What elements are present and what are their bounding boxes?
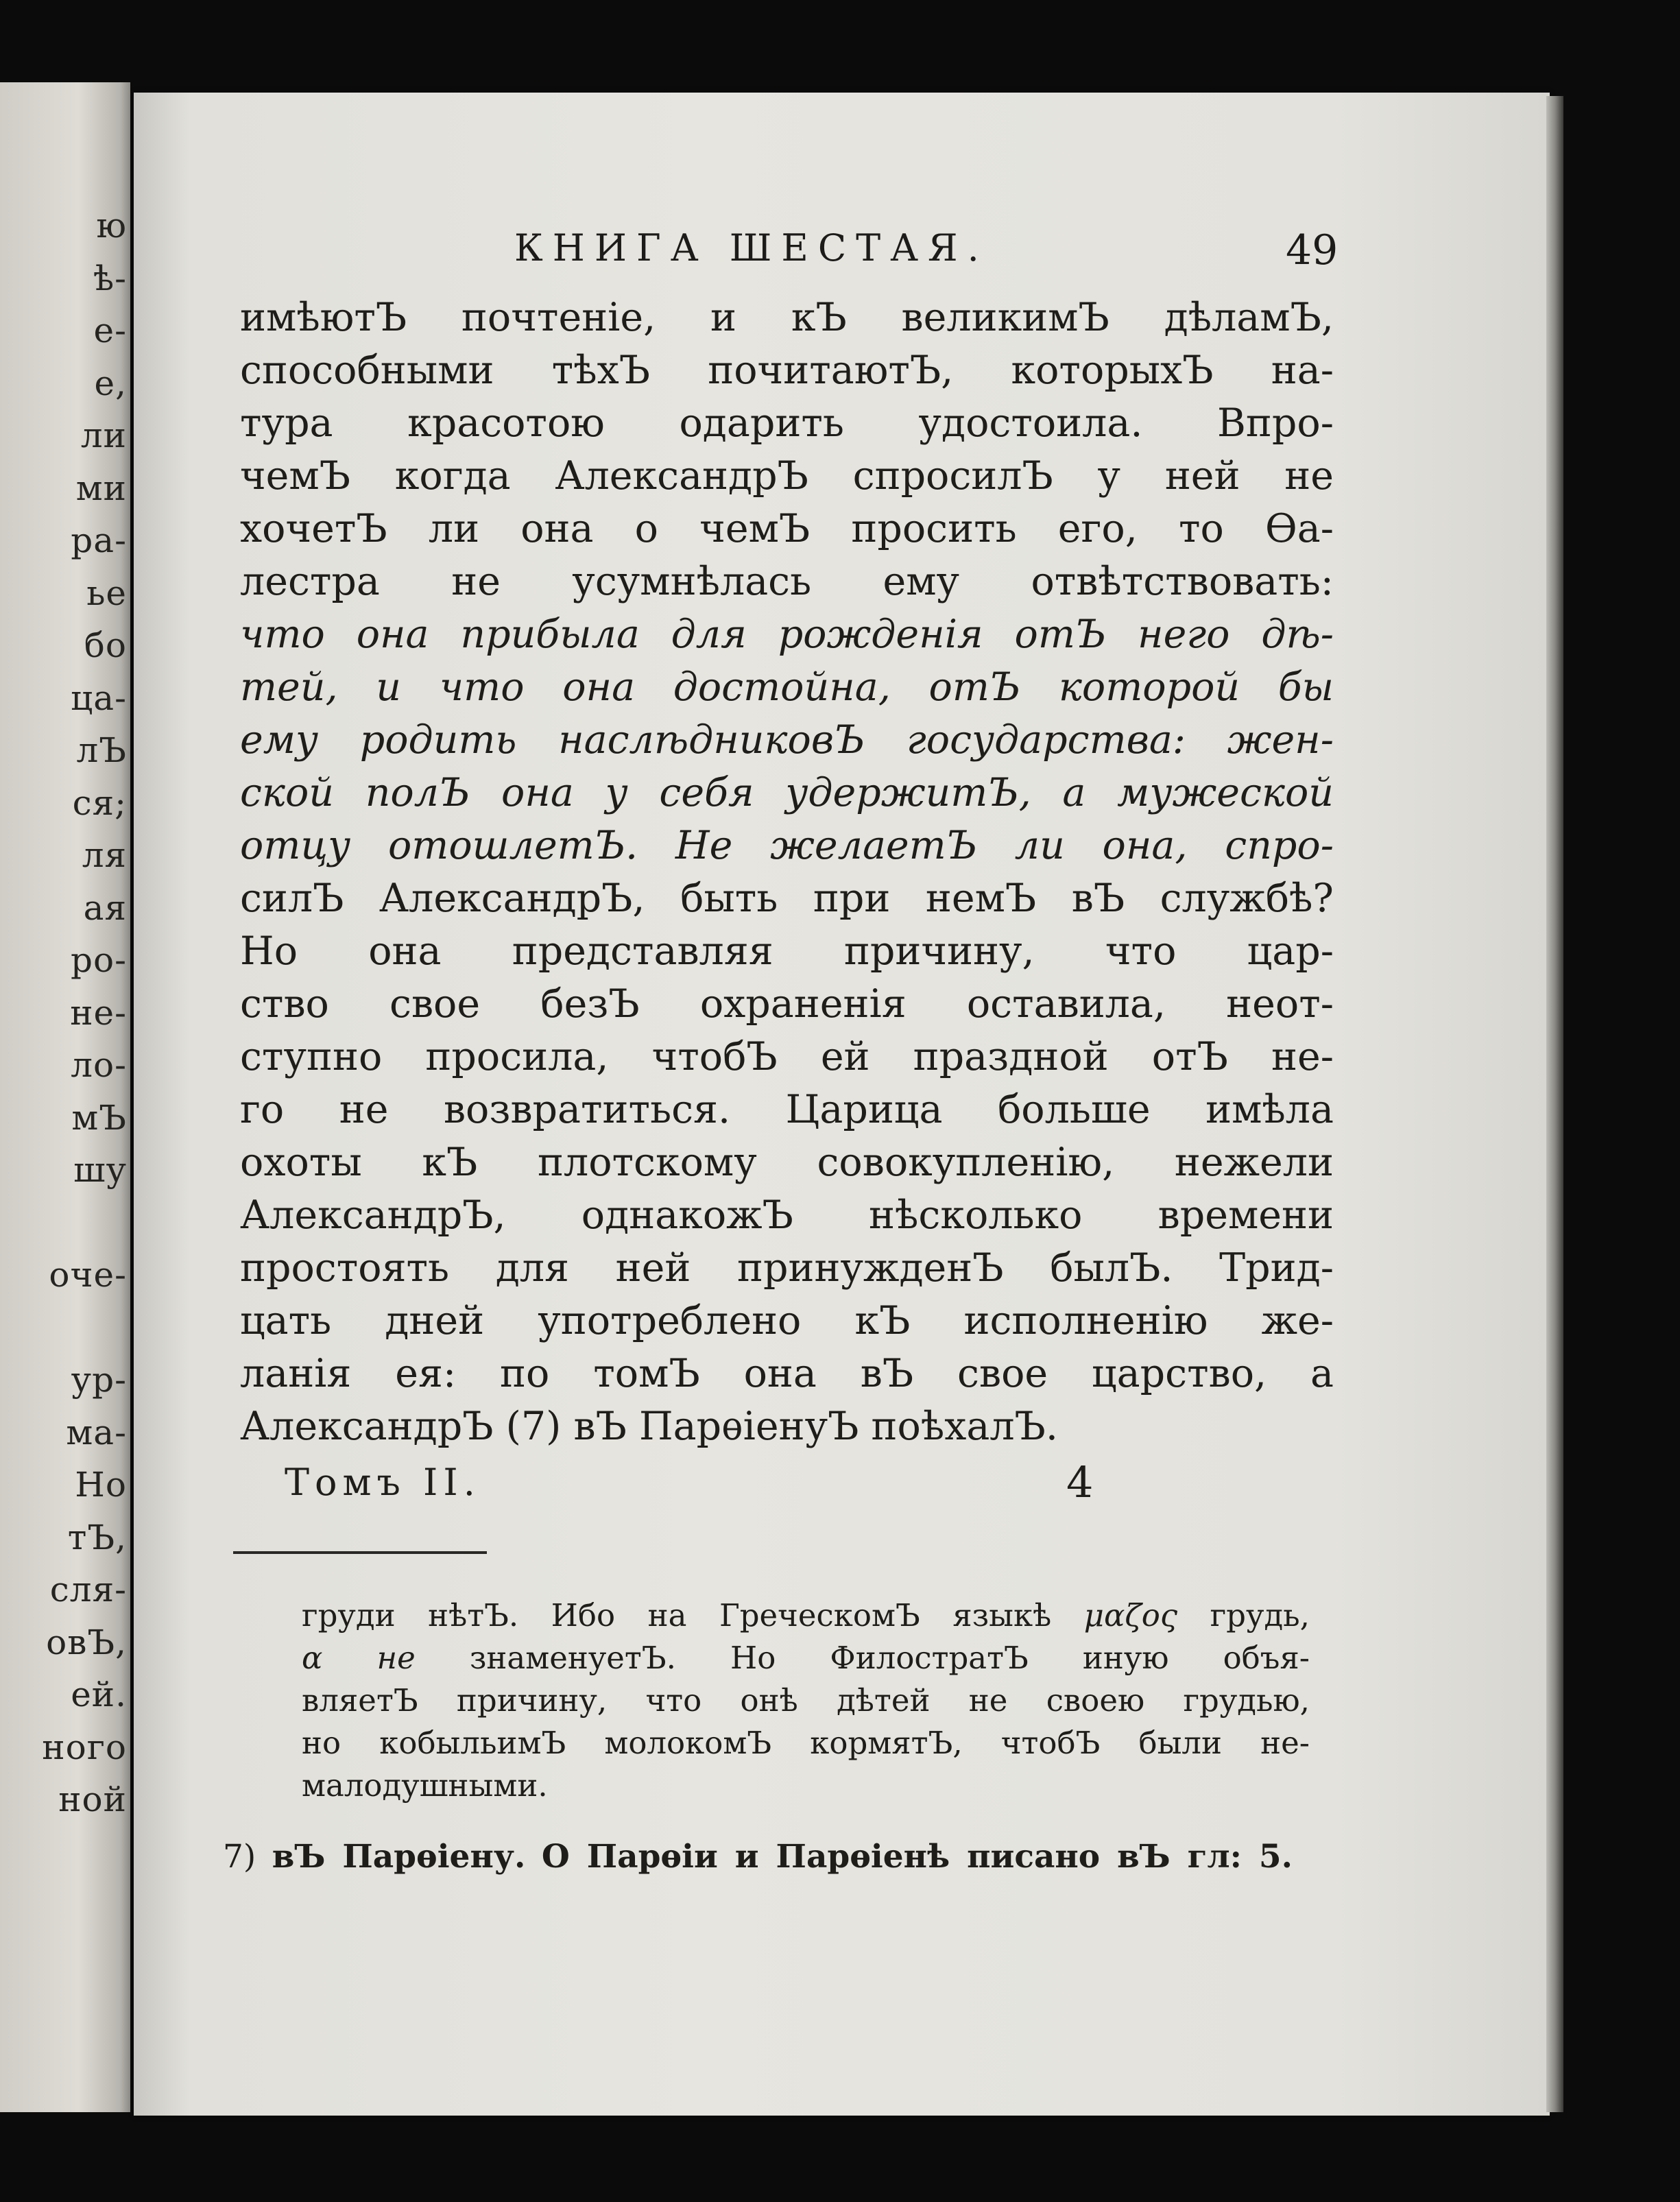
left-page-fragment: бо <box>84 625 127 665</box>
body-text <box>240 291 1334 1453</box>
text-line: лестра не усумнѣлась ему отвѣтствовать: <box>240 559 1334 604</box>
text-line: тура красотою одарить удостоила. Впро- <box>240 400 1334 446</box>
page-number: 49 <box>1286 226 1339 274</box>
left-page-fragment: не- <box>70 992 127 1033</box>
left-page-fragment: ма- <box>66 1412 127 1452</box>
footnote-line: груди нѣтЪ. Ибо на ГреческомЪ языкѣ μαζος грудь, <box>302 1597 1310 1633</box>
footnote-marker: 7) <box>223 1838 256 1876</box>
left-page-fragment: ая <box>83 887 127 928</box>
left-page-fragment: ур- <box>71 1360 127 1400</box>
left-page-fragment: ля <box>82 835 127 875</box>
text-line: АлександрЪ, однакожЪ нѣсколько времени <box>240 1193 1334 1238</box>
left-page-fragment: ра- <box>71 520 127 560</box>
left-page-fragment: ной <box>58 1780 127 1819</box>
left-page-fragment: шу <box>73 1150 127 1190</box>
footnote-line: но кобыльимЪ молокомЪ кормятЪ, чтобЪ были не- <box>302 1725 1310 1761</box>
text-line: имѣютЪ почтеніе, и кЪ великимЪ дѣламЪ, <box>240 295 1334 340</box>
left-page-fragment: тЪ, <box>67 1517 127 1557</box>
left-page-fragment: Но <box>75 1465 127 1505</box>
left-page-fragment: оче- <box>49 1255 127 1295</box>
text-line: АлександрЪ (7) вЪ ПарѳіенуЪ поѣхалЪ. <box>240 1404 1058 1449</box>
left-page-fragment: ся; <box>72 782 127 823</box>
footnote-rule <box>233 1551 487 1554</box>
left-page-fragment: ца- <box>71 678 127 718</box>
text-line: ему родить наслѣдниковЪ государства: жен- <box>240 717 1334 763</box>
footnote-continuation <box>302 1594 1310 1807</box>
footnote-line: малодушными. <box>302 1767 548 1804</box>
left-page-fragment: ье <box>86 573 127 613</box>
left-page-fragment: ми <box>75 468 127 508</box>
left-page-edge <box>0 82 130 2112</box>
text-line: Но она представляя причину, что цар- <box>240 929 1334 974</box>
footnote-term: вЪ Парѳіену. <box>272 1838 526 1876</box>
left-page-fragment: ро- <box>70 940 127 980</box>
signature-number: 4 <box>1066 1457 1094 1507</box>
footnote-7 <box>223 1838 1293 1876</box>
left-page-fragment: лЪ <box>76 730 127 770</box>
text-line: хочетЪ ли она о чемЪ просить его, то Ѳа- <box>240 506 1334 551</box>
text-line: способными тѣхЪ почитаютЪ, которыхЪ на- <box>240 348 1334 393</box>
page-edge-shadow <box>1546 96 1563 2112</box>
left-page-fragment: е- <box>93 311 127 350</box>
left-page-fragment: ю <box>96 206 127 246</box>
left-page-fragment: мЪ <box>71 1097 127 1138</box>
text-line: ступно просила, чтобЪ ей праздной отЪ не- <box>240 1034 1334 1079</box>
text-line: что она прибыла для рожденія отЪ него дѣ- <box>240 612 1334 657</box>
text-line: ство свое безЪ охраненія оставила, неот- <box>240 981 1334 1027</box>
left-page-fragment: овЪ, <box>46 1622 127 1662</box>
text-line: ской полЪ она у себя удержитЪ, а мужеской <box>240 770 1334 815</box>
text-line: отцу отошлетЪ. Не желаетЪ ли она, спро- <box>240 823 1334 868</box>
text-line: го не возвратиться. Царица больше имѣла <box>240 1087 1334 1132</box>
text-line: чемЪ когда АлександрЪ спросилЪ у ней не <box>240 453 1334 499</box>
left-page-fragment: ли <box>80 416 127 455</box>
text-line: охоты кЪ плотскому совокупленію, нежели <box>240 1140 1334 1185</box>
text-line: цать дней употреблено кЪ исполненію же- <box>240 1298 1334 1343</box>
left-page-fragment: ного <box>42 1727 127 1767</box>
text-line: силЪ АлександрЪ, быть при немЪ вЪ службѣ? <box>240 876 1334 921</box>
footnote-line: вляетЪ причину, что онѣ дѣтей не своею грудью, <box>302 1682 1310 1719</box>
left-page-fragment: ей. <box>71 1675 127 1714</box>
text-line: тей, и что она достойна, отЪ которой бы <box>240 665 1334 710</box>
text-line: простоять для ней принужденЪ былЪ. Трид- <box>240 1245 1334 1291</box>
left-page-fragment: ло- <box>71 1045 127 1085</box>
running-head: КНИГА ШЕСТАЯ. <box>514 226 989 270</box>
left-page-fragment: ѣ- <box>93 258 127 298</box>
left-page-fragment: е, <box>94 363 127 403</box>
text-line: ланія ея: по томЪ она вЪ свое царство, а <box>240 1351 1334 1396</box>
footnote-text: О Парѳіи и Парѳіенѣ писано вЪ гл: 5. <box>541 1838 1293 1876</box>
left-page-fragment: сля- <box>49 1570 127 1609</box>
signature-mark: Томъ II. <box>285 1461 481 1504</box>
footnote-line: α не знаменуетЪ. Но ФилостратЪ иную объя- <box>302 1640 1310 1676</box>
